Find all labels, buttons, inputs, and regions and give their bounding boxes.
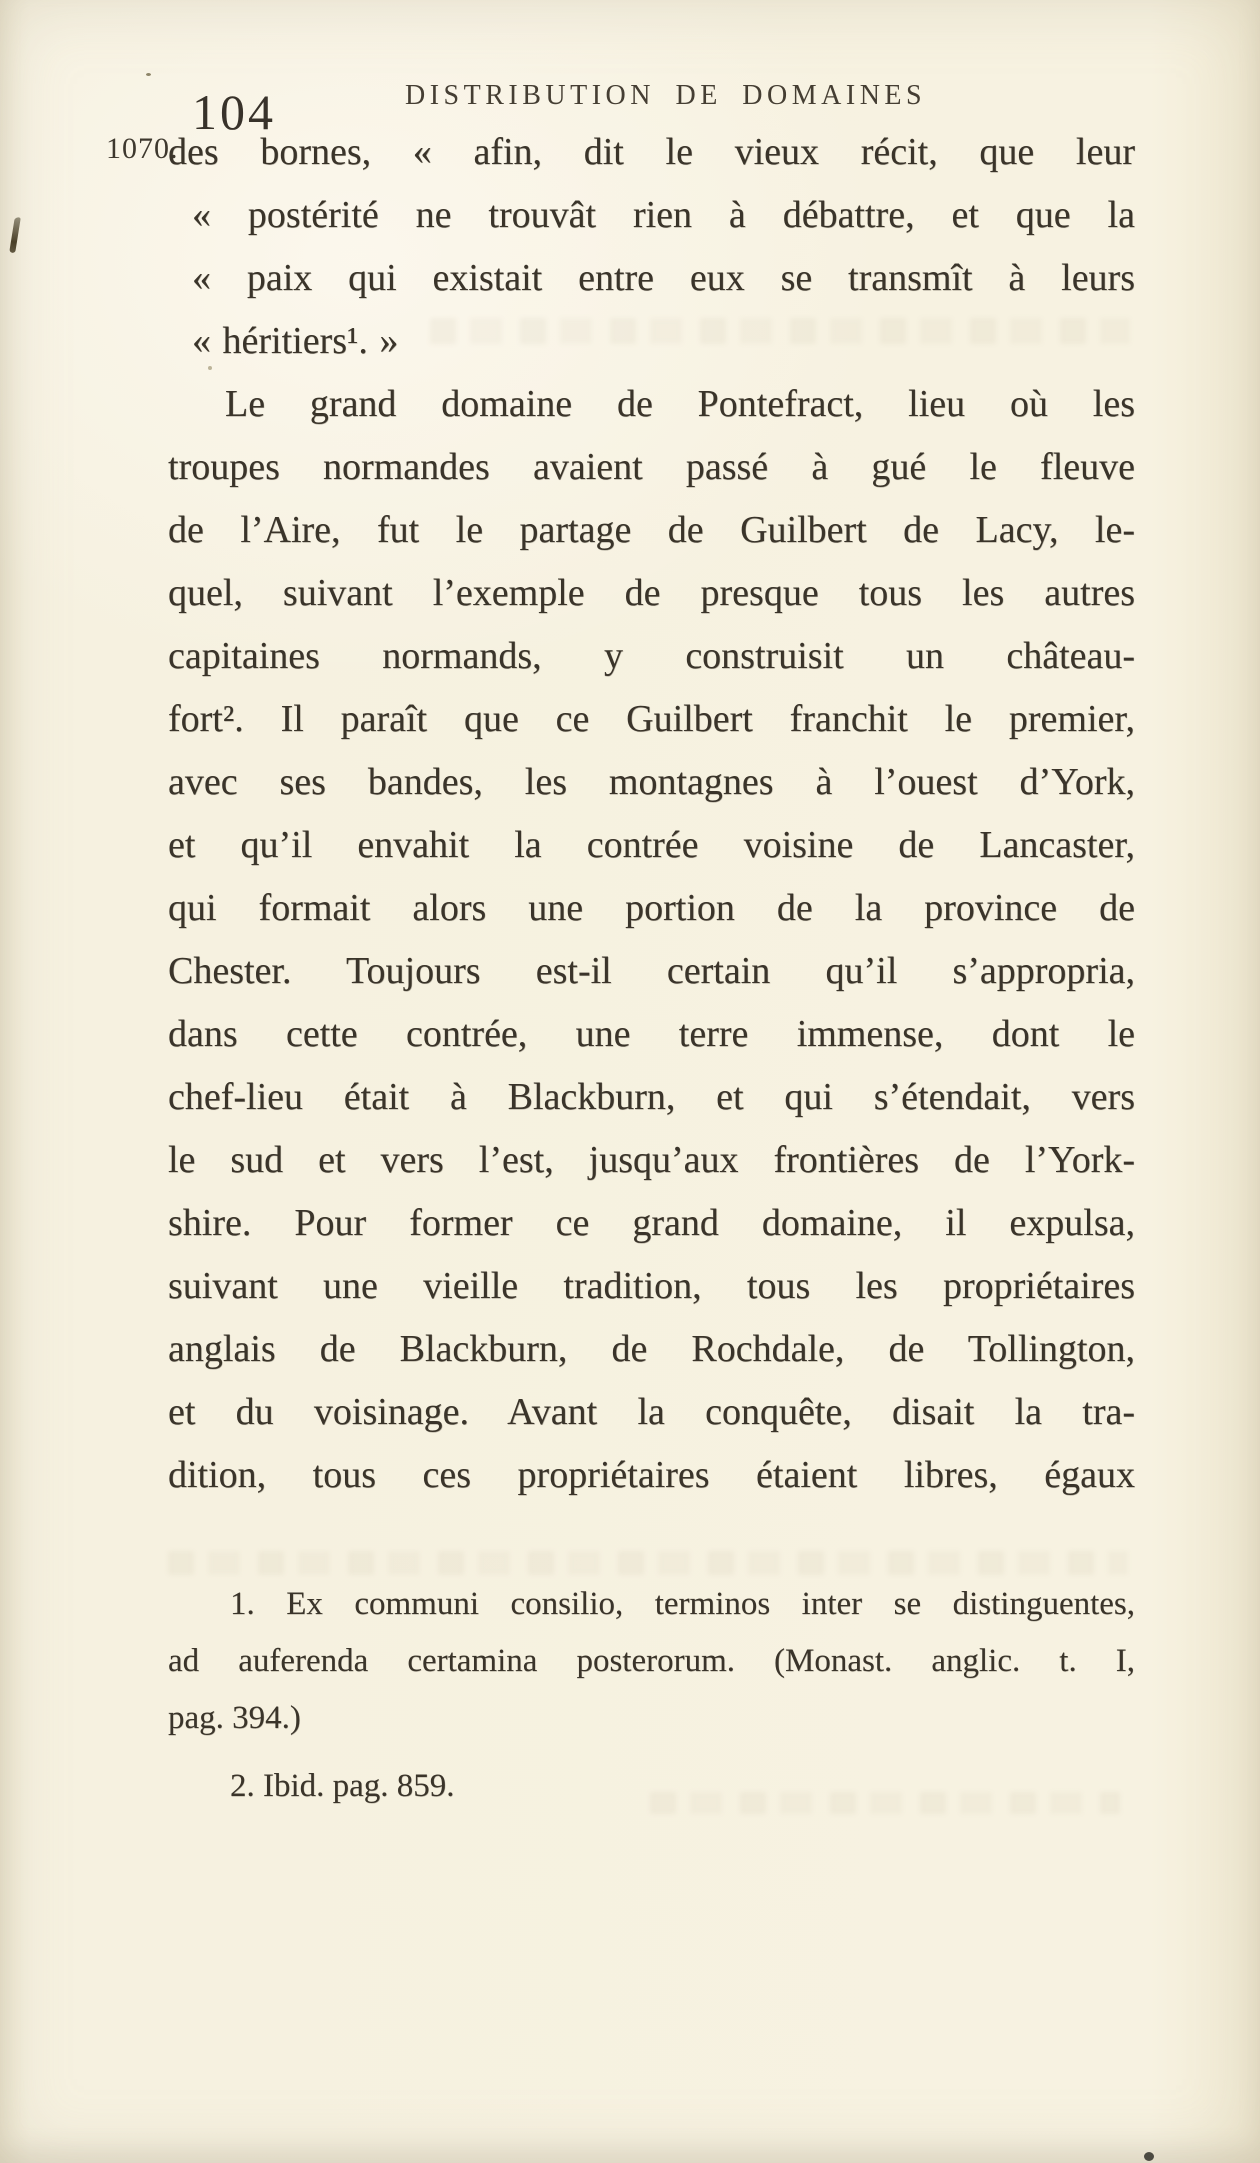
footnotes-block [168, 1576, 1135, 1815]
body-line: « paix qui existait entre eux se transmît à leurs [192, 257, 1135, 299]
body-line: quel, suivant l’exemple de presque tous les autres [168, 572, 1135, 614]
body-line: fort². Il paraît que ce Guilbert franchit le premier, [168, 698, 1135, 740]
body-line: Chester. Toujours est-il certain qu’il s’appropria, [168, 950, 1135, 992]
body-line: le sud et vers l’est, jusqu’aux frontières de l’York- [168, 1139, 1135, 1181]
paper-speck [146, 73, 151, 76]
body-line: qui formait alors une portion de la province de [168, 887, 1135, 929]
body-line: Le grand domaine de Pontefract, lieu où les [225, 383, 1135, 425]
running-title: DISTRIBUTION DE DOMAINES [405, 80, 927, 111]
body-line: « postérité ne trouvât rien à débattre, et que la [192, 194, 1135, 236]
body-line: capitaines normands, y construisit un château- [168, 635, 1135, 677]
paper-speck [1144, 2152, 1154, 2161]
body-line: anglais de Blackburn, de Rochdale, de Tollington, [168, 1328, 1135, 1370]
body-line: dans cette contrée, une terre immense, dont le [168, 1013, 1135, 1055]
footnote [168, 1576, 1135, 1747]
body-line: « héritiers¹. » [192, 320, 399, 362]
page-number: 104 [192, 84, 276, 140]
body-line: avec ses bandes, les montagnes à l’ouest d’York, [168, 761, 1135, 803]
body-line: chef-lieu était à Blackburn, et qui s’étendait, vers [168, 1076, 1135, 1118]
footnote [168, 1758, 1135, 1815]
paper-speck [208, 366, 212, 370]
body-line: et qu’il envahit la contrée voisine de Lancaster, [168, 824, 1135, 866]
body-line: des bornes, « afin, dit le vieux récit, que leur [168, 131, 1135, 173]
body-line: shire. Pour former ce grand domaine, il expulsa, [168, 1202, 1135, 1244]
body-line: et du voisinage. Avant la conquête, disait la tra- [168, 1391, 1135, 1433]
body-line: de l’Aire, fut le partage de Guilbert de Lacy, le- [168, 509, 1135, 551]
body-text-block [168, 121, 1135, 1507]
footnote-line: ad auferenda certamina posterorum. (Monast. anglic. t. I, [168, 1643, 1135, 1679]
margin-note-year: 1070. [106, 132, 179, 165]
ink-mark [9, 217, 21, 253]
bleed-through-artifact [168, 1551, 1128, 1575]
body-line: suivant une vieille tradition, tous les propriétaires [168, 1265, 1135, 1307]
footnote-line: 1. Ex communi consilio, terminos inter se distinguentes, [230, 1586, 1135, 1622]
body-line: troupes normandes avaient passé à gué le fleuve [168, 446, 1135, 488]
footnote-line: pag. 394.) [168, 1700, 301, 1736]
footnote-line: 2. Ibid. pag. 859. [230, 1768, 455, 1804]
body-line: dition, tous ces propriétaires étaient libres, égaux [168, 1454, 1135, 1496]
